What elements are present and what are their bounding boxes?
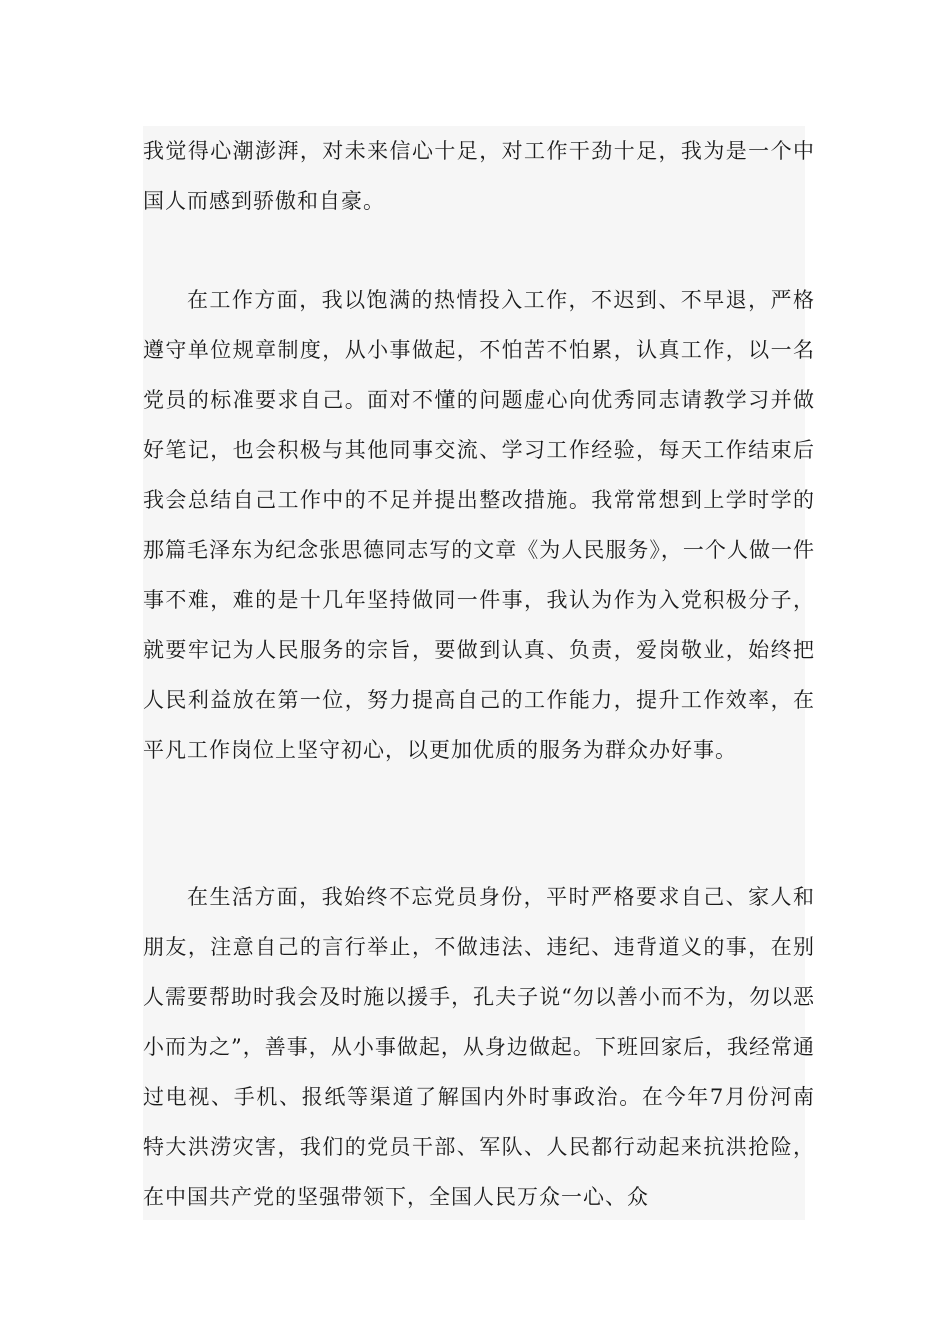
- paragraph-1: 我觉得心潮澎湃，对未来信心十足，对工作干劲十足，我为是一个中国人而感到骄傲和自豪。: [143, 139, 815, 213]
- paragraph-3: 在生活方面，我始终不忘党员身份，平时严格要求自己、家人和朋友，注意自己的言行举止，不做违法、违纪、违背道义的事，在别人需要帮助时我会及时施以援手，孔夫子说“勿以善小而不为，勿以恶小而为之”，善事，从小事做起，从身边做起。下班回家后，我经常通过电视、手机、报纸等渠道了解国内外时事政治。在今年7月份河南特大洪涝灾害，我们的党员干部、军队、人民都行动起来抗洪抢险，在中国共产党的坚强带领下，全国人民万众一心、众: [143, 885, 815, 1209]
- document-body: [143, 126, 815, 1220]
- paragraph-2: 在工作方面，我以饱满的热情投入工作，不迟到、不早退，严格遵守单位规章制度，从小事做起，不怕苦不怕累，认真工作，以一名党员的标准要求自己。面对不懂的问题虚心向优秀同志请教学习并做好笔记，也会积极与其他同事交流、学习工作经验，每天工作结束后我会总结自己工作中的不足并提出整改措施。我常常想到上学时学的那篇毛泽东为纪念张思德同志写的文章《为人民服务》，一个人做一件事不难，难的是十几年坚持做同一件事，我认为作为入党积极分子，就要牢记为人民服务的宗旨，要做到认真、负责，爱岗敬业，始终把人民利益放在第一位，努力提高自己的工作能力，提升工作效率，在平凡工作岗位上坚守初心，以更加优质的服务为群众办好事。: [143, 288, 815, 762]
